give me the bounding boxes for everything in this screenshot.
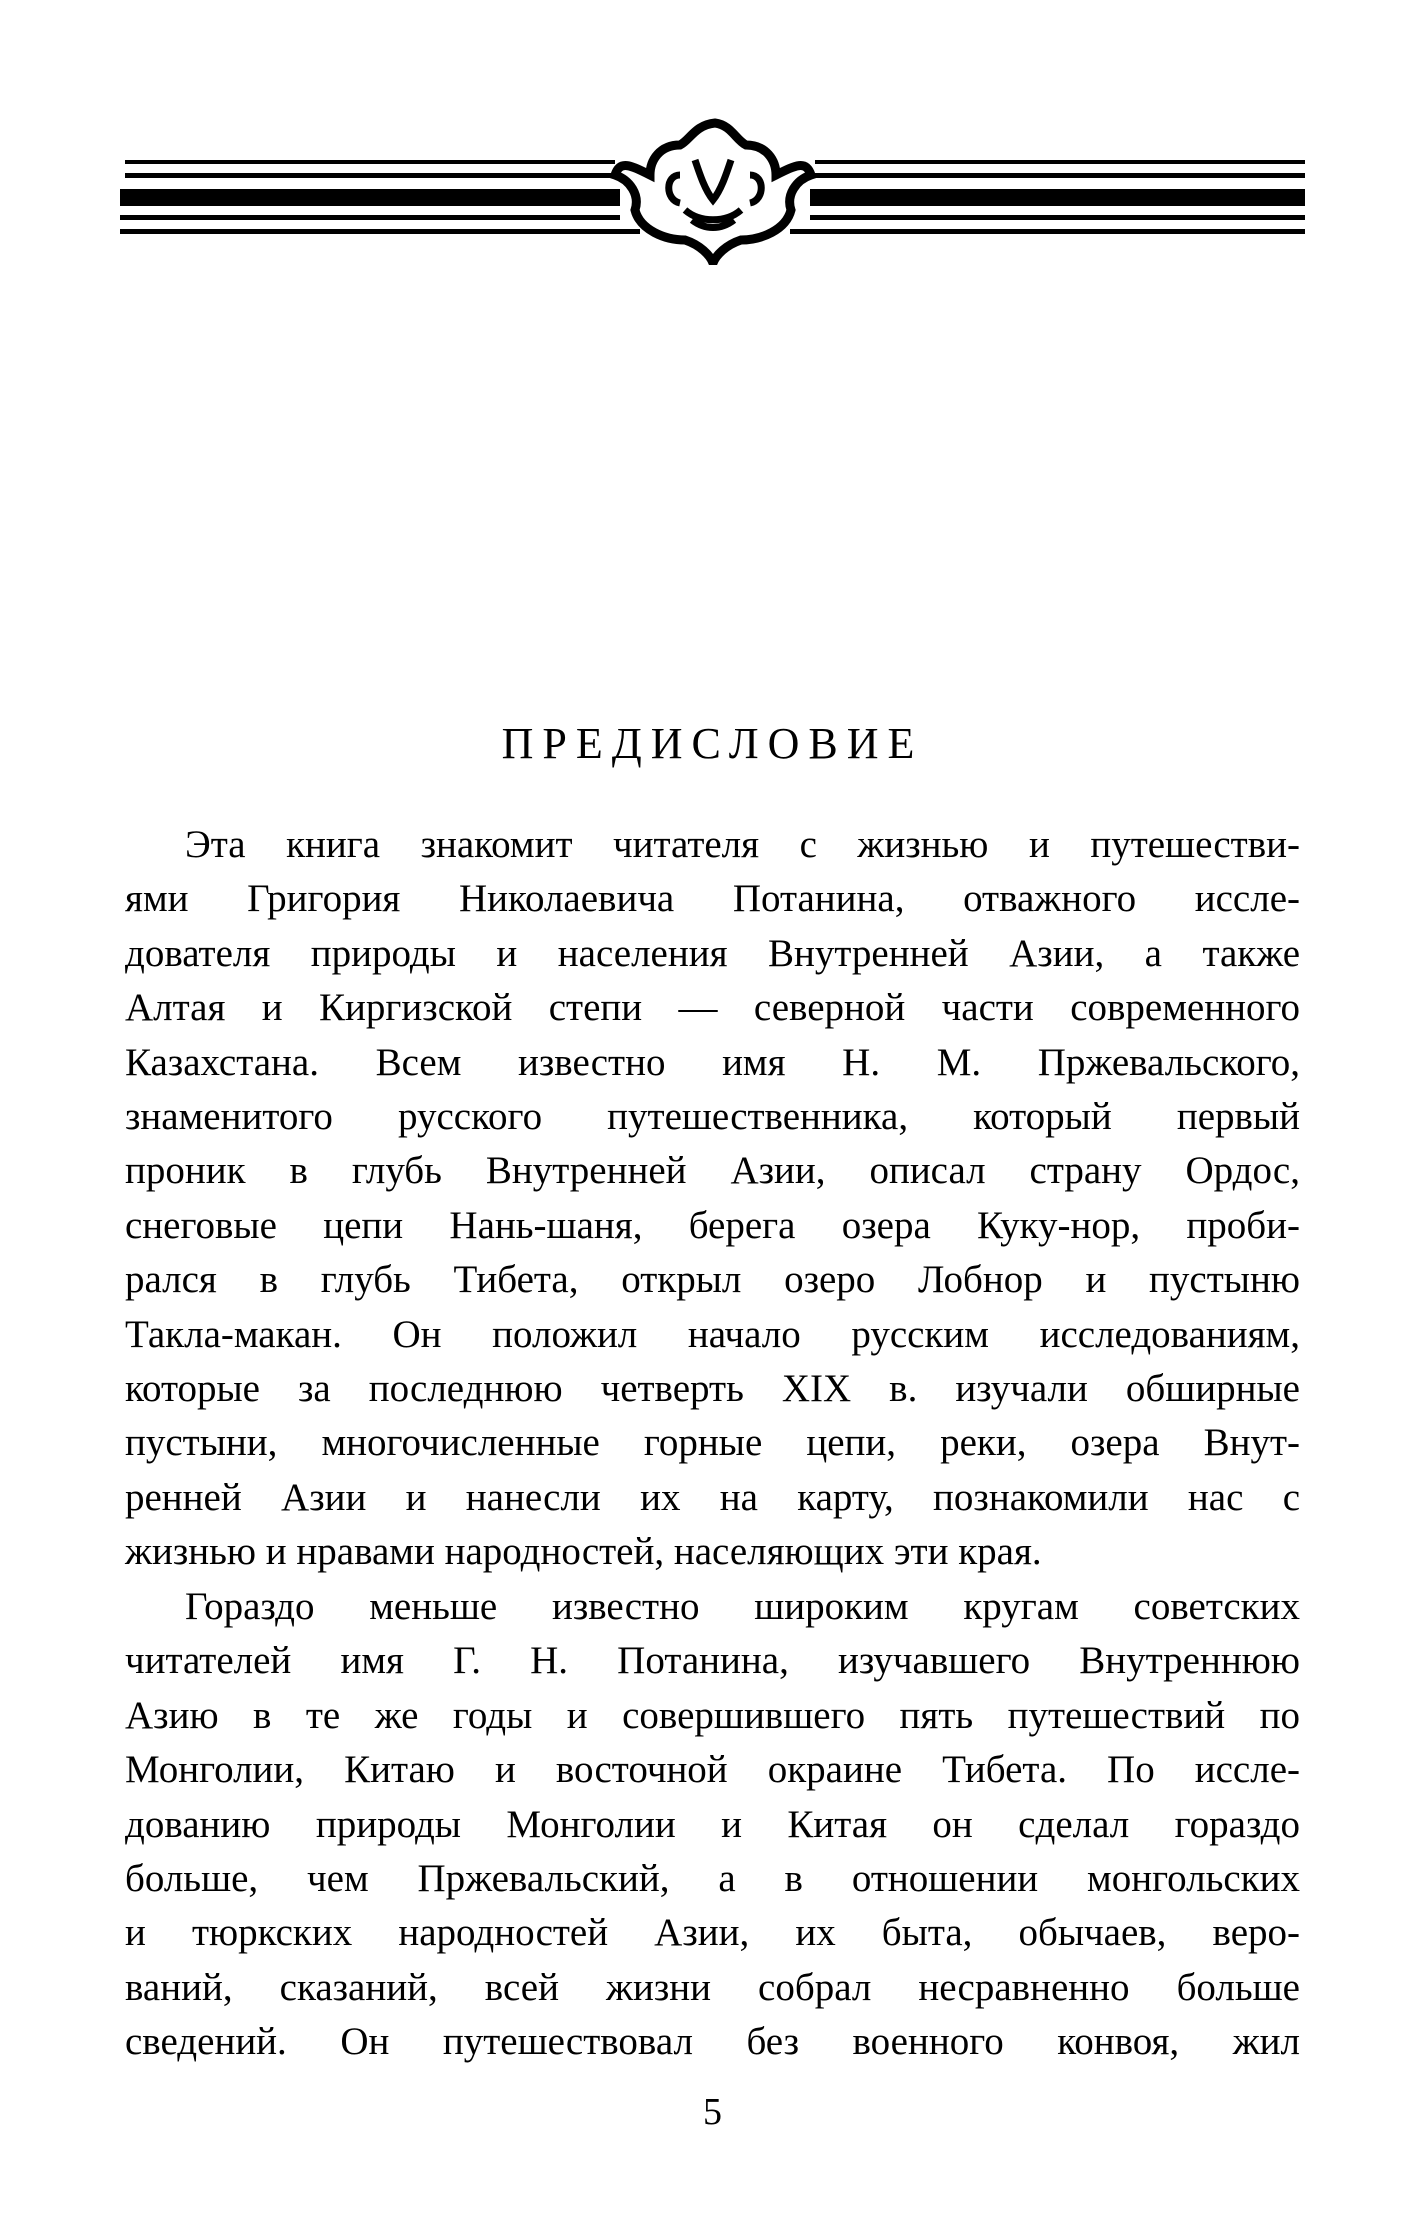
text-line: дованию природы Монголии и Китая он сделал гораздо [125,1802,1300,1846]
text-line: читателей имя Г. Н. Потанина, изучавшего Внутреннюю [125,1639,1300,1683]
header-ornament-icon [120,115,1305,265]
text-line: Азию в те же годы и совершившего пять путешествий по [125,1693,1300,1737]
text-line: Эта книга знакомит читателя с жизнью и путешестви- [185,823,1300,866]
text-line: снеговые цепи Нань-шаня, берега озера Куку-нор, проби- [125,1203,1300,1247]
paragraph-2 [125,1580,1300,2070]
text-line: больше, чем Пржевальский, а в отношении монгольских [125,1856,1300,1900]
text-line: рался в глубь Тибета, открыл озеро Лобнор и пустыню [125,1258,1300,1302]
text-line: жизнью и нравами народностей, населяющих эти края. [125,1530,1042,1574]
text-line: дователя природы и населения Внутренней Азии, а также [125,931,1300,975]
text-line: и тюркских народностей Азии, их быта, обычаев, веро- [125,1911,1300,1955]
text-line: ренней Азии и нанесли их на карту, познакомили нас с [125,1475,1300,1519]
page-number: 5 [703,2091,722,2133]
paragraph-1 [125,818,1300,1579]
text-line: пустыни, многочисленные горные цепи, реки, озера Внут- [125,1421,1300,1465]
text-line: Казахстана. Всем известно имя Н. М. Пржевальского, [125,1040,1300,1084]
text-line: Алтая и Киргизской степи — северной части современного [125,986,1300,1030]
text-line: проник в глубь Внутренней Азии, описал страну Ордос, [125,1149,1300,1193]
page-title: ПРЕДИСЛОВИЕ [501,719,924,768]
text-line: знаменитого русского путешественника, который первый [125,1094,1300,1138]
text-line: Такла-макан. Он положил начало русским исследованиям, [125,1312,1300,1356]
text-line: Гораздо меньше известно широким кругам советских [185,1585,1300,1628]
text-line: которые за последнюю четверть XIX в. изучали обширные [125,1366,1300,1410]
text-line: сведений. Он путешествовал без военного конвоя, жил [125,2020,1300,2064]
text-line: ваний, сказаний, всей жизни собрал несравненно больше [125,1965,1300,2009]
text-line: Монголии, Китаю и восточной окраине Тибета. По иссле- [125,1748,1300,1792]
text-line: ями Григория Николаевича Потанина, отважного иссле- [125,877,1300,921]
